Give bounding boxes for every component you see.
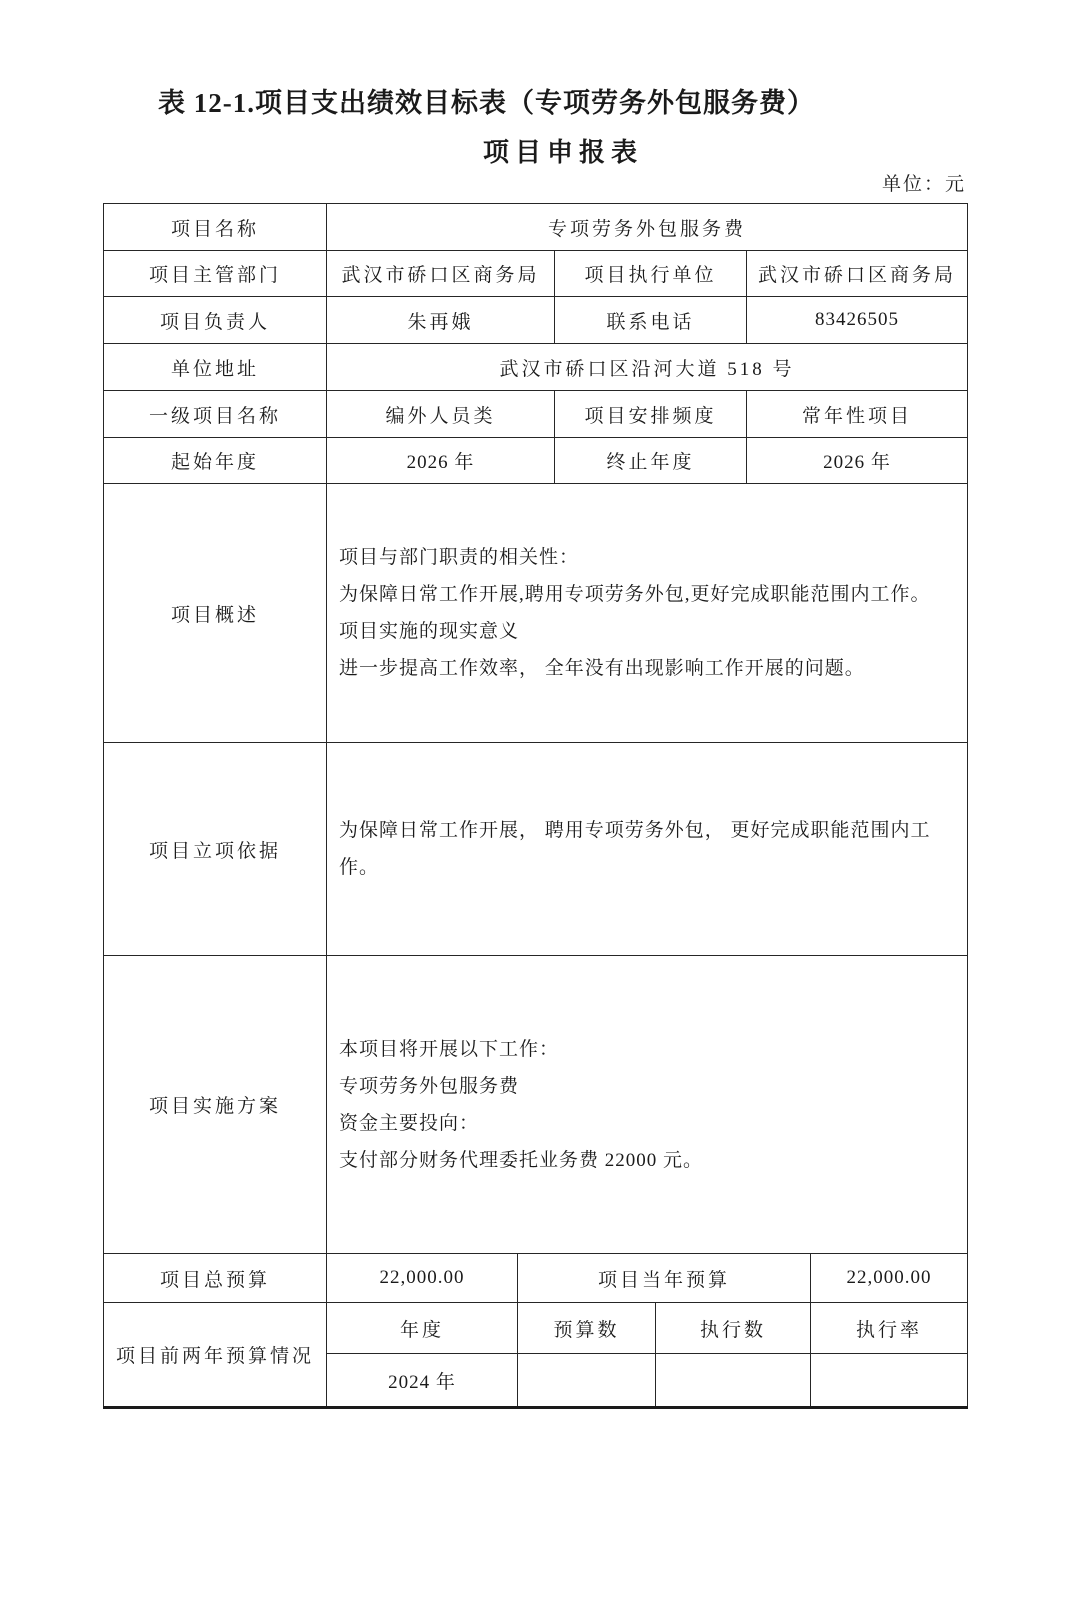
- plan-line: 资金主要投向：: [339, 1112, 480, 1134]
- overview-label: 项目概述: [104, 484, 327, 743]
- document-title: 表 12-1.项目支出绩效目标表（专项劳务外包服务费）: [158, 88, 815, 118]
- dept-label: 项目主管部门: [104, 251, 327, 297]
- plan-line: 支付部分财务代理委托业务费 22000 元。: [339, 1149, 704, 1171]
- project-name-value: 专项劳务外包服务费: [327, 204, 968, 251]
- history-rate-value: [811, 1354, 968, 1408]
- overview-line: 项目与部门职责的相关性：: [339, 547, 580, 568]
- row-plan: [104, 956, 968, 1254]
- phone-value: 83426505: [747, 297, 968, 344]
- frequency-label: 项目安排频度: [555, 391, 747, 438]
- leader-label: 项目负责人: [104, 297, 327, 344]
- overview-line: 为保障日常工作开展,聘用专项劳务外包,更好完成职能范围内工作。: [339, 584, 931, 605]
- history-header-executed: 执行数: [656, 1303, 811, 1354]
- row-project-name: [104, 204, 968, 251]
- history-executed-value: [656, 1354, 811, 1408]
- row-dept: [104, 251, 968, 297]
- phone-label: 联系电话: [555, 297, 747, 344]
- project-declaration-table: [103, 203, 968, 1409]
- frequency-value: 常年性项目: [747, 391, 968, 438]
- basis-label: 项目立项依据: [104, 743, 327, 956]
- start-year-value: 2026 年: [327, 438, 555, 484]
- history-header-rate: 执行率: [811, 1303, 968, 1354]
- basis-value: 为保障日常工作开展， 聘用专项劳务外包， 更好完成职能范围内工作。: [327, 743, 968, 956]
- leader-value: 朱再娥: [327, 297, 555, 344]
- plan-line: 专项劳务外包服务费: [339, 1075, 520, 1097]
- level1-name-label: 一级项目名称: [104, 391, 327, 438]
- history-header-budget: 预算数: [518, 1303, 656, 1354]
- overview-line: 项目实施的现实意义: [339, 621, 520, 642]
- row-budget: [104, 1254, 968, 1303]
- total-budget-label: 项目总预算: [104, 1254, 327, 1303]
- row-years: [104, 438, 968, 484]
- row-leader: [104, 297, 968, 344]
- address-value: 武汉市硚口区沿河大道 518 号: [327, 344, 968, 391]
- plan-label: 项目实施方案: [104, 956, 327, 1254]
- start-year-label: 起始年度: [104, 438, 327, 484]
- dept-value: 武汉市硚口区商务局: [327, 251, 555, 297]
- overview-value: [327, 484, 968, 743]
- plan-line: 本项目将开展以下工作：: [339, 1038, 560, 1060]
- project-name-label: 项目名称: [104, 204, 327, 251]
- row-address: [104, 344, 968, 391]
- total-budget-value: 22,000.00: [327, 1254, 518, 1303]
- document-page: [0, 86, 1074, 1409]
- history-label: 项目前两年预算情况: [104, 1303, 327, 1408]
- overview-line: 进一步提高工作效率， 全年没有出现影响工作开展的问题。: [339, 658, 865, 679]
- unit-label: 单位：元: [881, 174, 966, 195]
- row-overview: [104, 484, 968, 743]
- row-level1-name: [104, 391, 968, 438]
- current-budget-label: 项目当年预算: [518, 1254, 811, 1303]
- exec-unit-value: 武汉市硚口区商务局: [747, 251, 968, 297]
- history-budget-value: [518, 1354, 656, 1408]
- level1-name-value: 编外人员类: [327, 391, 555, 438]
- row-history-header: [104, 1303, 968, 1354]
- end-year-value: 2026 年: [747, 438, 968, 484]
- row-basis: [104, 743, 968, 956]
- plan-value: [327, 956, 968, 1254]
- end-year-label: 终止年度: [555, 438, 747, 484]
- current-budget-value: 22,000.00: [811, 1254, 968, 1303]
- form-title: 项目申报表: [482, 138, 643, 167]
- address-label: 单位地址: [104, 344, 327, 391]
- history-header-year: 年度: [327, 1303, 518, 1354]
- history-year-value: 2024 年: [327, 1354, 518, 1408]
- exec-unit-label: 项目执行单位: [555, 251, 747, 297]
